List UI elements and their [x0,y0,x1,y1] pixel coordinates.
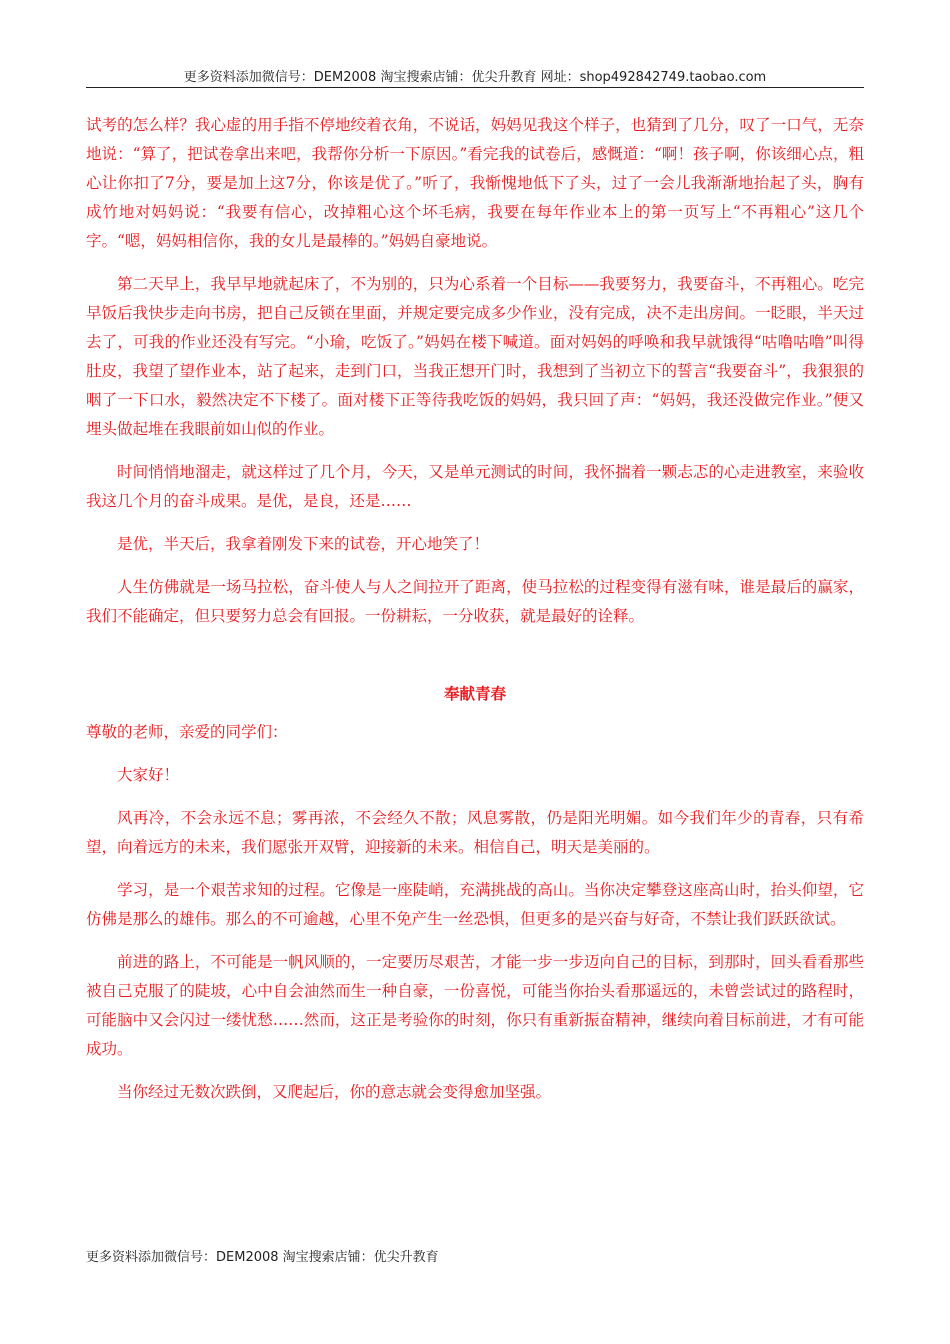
page-footer: 更多资料添加微信号：DEM2008 淘宝搜索店铺：优尖升教育 [86,1250,439,1265]
speech-paragraph-2: 学习，是一个艰苦求知的过程。它像是一座陡峭，充满挑战的高山。当你决定攀登这座高山时，抬头仰望，它仿佛是那么的雄伟。那么的不可逾越，心里不免产生一丝恐惧，但更多的是兴奋与好奇，不禁让我们跃跃欲试。 [86,881,864,928]
speech-paragraph-1: 风再冷，不会永远不息；雾再浓，不会经久不散；风息雾散，仍是阳光明媚。如今我们年少的青春，只有希望，向着远方的未来，我们愿张开双臂，迎接新的未来。相信自己，明天是美丽的。 [86,809,864,856]
document-body [86,111,864,1121]
story-paragraph-1: 试考的怎么样？我心虚的用手指不停地绞着衣角，不说话，妈妈见我这个样子，也猜到了几分，叹了一口气，无奈地说：“算了，把试卷拿出来吧，我帮你分析一下原因。”看完我的试卷后，感慨道：“啊！孩子啊，你该细心点，粗心让你扣了7分，要是加上这7分，你该是优了。”听了，我惭愧地低下了头，过了一会儿我渐渐地抬起了头，胸有成竹地对妈妈说：“我要有信心，改掉粗心这个坏毛病，我要在每年作业本上的第一页写上“不再粗心”这几个字。“嗯，妈妈相信你，我的女儿是最棒的。”妈妈自豪地说。 [86,116,864,250]
story-paragraph-2: 第二天早上，我早早地就起床了，不为别的，只为心系着一个目标——我要努力，我要奋斗，不再粗心。吃完早饭后我快步走向书房，把自己反锁在里面，并规定要完成多少作业，没有完成，决不走出房间。一眨眼，半天过去了，可我的作业还没有写完。“小瑜，吃饭了。”妈妈在楼下喊道。面对妈妈的呼唤和我早就饿得“咕噜咕噜”叫得肚皮，我望了望作业本，站了起来，走到门口，当我正想开门时，我想到了当初立下的誓言“我要奋斗”，我狠狠的咽了一下口水，毅然决定不下楼了。面对楼下正等待我吃饭的妈妈，我只回了声：“妈妈，我还没做完作业。”便又埋头做起堆在我眼前如山似的作业。 [86,275,864,438]
story-paragraph-5: 人生仿佛就是一场马拉松，奋斗使人与人之间拉开了距离，使马拉松的过程变得有滋有味，谁是最后的赢家，我们不能确定，但只要努力总会有回报。一份耕耘，一分收获，就是最好的诠释。 [86,578,864,625]
speech-greeting: 大家好！ [117,766,180,784]
story-paragraph-4: 是优，半天后，我拿着刚发下来的试卷，开心地笑了！ [117,535,490,553]
story-paragraph-3: 时间悄悄地溜走，就这样过了几个月，今天，又是单元测试的时间，我怀揣着一颗忐忑的心走进教室，来验收我这几个月的奋斗成果。是优，是良，还是…… [86,463,864,510]
speech-salutation: 尊敬的老师，亲爱的同学们： [86,723,288,741]
page-header: 更多资料添加微信号：DEM2008 淘宝搜索店铺：优尖升教育 网址：shop492842749.taobao.com [183,70,767,85]
speech-paragraph-4: 当你经过无数次跌倒，又爬起后，你的意志就会变得愈加坚强。 [117,1083,552,1101]
header-divider [86,87,864,88]
speech-title: 奉献青春 [443,684,506,703]
speech-paragraph-3: 前进的路上，不可能是一帆风顺的，一定要历尽艰苦，才能一步一步迈向自己的目标，到那时，回头看看那些被自己克服了的陡坡，心中自会油然而生一种自豪，一份喜悦，可能当你抬头看那遥远的，未曾尝试过的路程时，可能脑中又会闪过一缕忧愁……然而，这正是考验你的时刻，你只有重新振奋精神，继续向着目标前进，才有可能成功。 [86,953,864,1058]
